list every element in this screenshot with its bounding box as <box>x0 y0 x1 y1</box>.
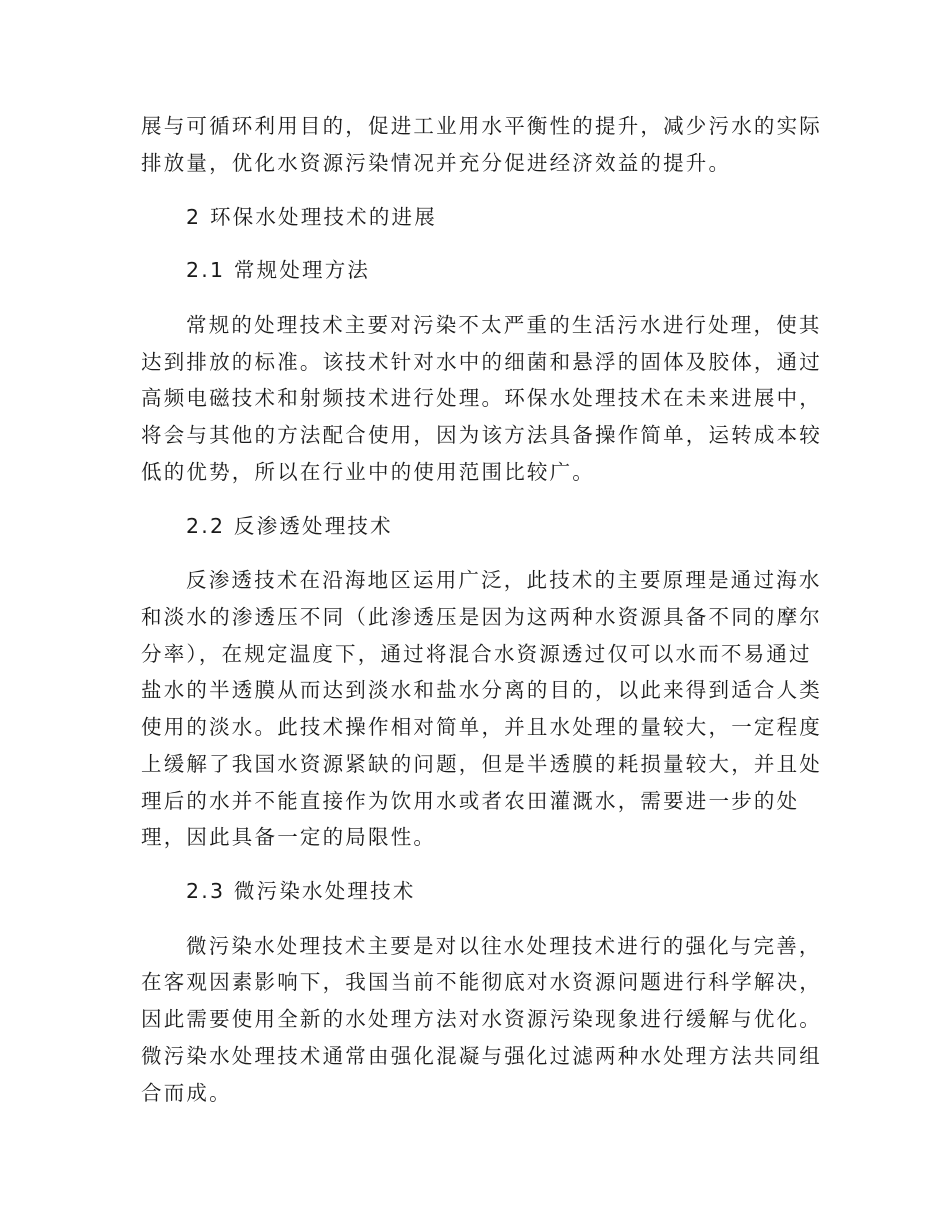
paragraph-line: 排放量，优化水资源污染情况并充分促进经济效益的提升。 <box>141 151 732 175</box>
paragraph-line: 微污染水处理技术主要是对以往水处理技术进行的强化与完善， <box>186 934 822 958</box>
paragraph-line: 反渗透技术在沿海地区运用广泛，此技术的主要原理是通过海水 <box>186 568 822 592</box>
paragraph-line: 低的优势，所以在行业中的使用范围比较广。 <box>141 460 595 484</box>
paragraph-line: 理后的水并不能直接作为饮用水或者农田灌溉水，需要进一步的处 <box>141 789 800 813</box>
paragraph-line: 使用的淡水。此技术操作相对简单，并且水处理的量较大，一定程度 <box>141 715 822 739</box>
paragraph-line: 盐水的半透膜从而达到淡水和盐水分离的目的，以此来得到适合人类 <box>141 678 822 702</box>
paragraph-line: 因此需要使用全新的水处理方法对水资源污染现象进行缓解与优化。 <box>141 1007 822 1031</box>
paragraph-line: 合而成。 <box>141 1081 232 1105</box>
paragraph-line: 将会与其他的方法配合使用，因为该方法具备操作简单，运转成本较 <box>141 423 822 447</box>
paragraph-line: 在客观因素影响下，我国当前不能彻底对水资源问题进行科学解决， <box>141 970 822 994</box>
paragraph-line: 达到排放的标准。该技术针对水中的细菌和悬浮的固体及胶体，通过 <box>141 350 822 374</box>
subsection-heading: 2.1 常规处理方法 <box>186 258 371 282</box>
paragraph-line: 高频电磁技术和射频技术进行处理。环保水处理技术在未来进展中， <box>141 386 822 410</box>
subsection-heading: 2.2 反渗透处理技术 <box>186 514 393 538</box>
paragraph-line: 上缓解了我国水资源紧缺的问题，但是半透膜的耗损量较大，并且处 <box>141 752 822 776</box>
subsection-heading: 2.3 微污染水处理技术 <box>186 879 416 903</box>
paragraph-line: 理，因此具备一定的局限性。 <box>141 825 437 849</box>
paragraph-line: 分率），在规定温度下，通过将混合水资源透过仅可以水而不易通过 <box>141 642 812 666</box>
paragraph-line: 和淡水的渗透压不同（此渗透压是因为这两种水资源具备不同的摩尔 <box>141 605 822 629</box>
paragraph-line: 展与可循环利用目的，促进工业用水平衡性的提升，减少污水的实际 <box>141 114 822 138</box>
paragraph-line: 常规的处理技术主要对污染不太严重的生活污水进行处理，使其 <box>186 313 822 337</box>
paragraph-line: 微污染水处理技术通常由强化混凝与强化过滤两种水处理方法共同组 <box>141 1044 822 1068</box>
section-heading: 2 环保水处理技术的进展 <box>186 205 437 229</box>
